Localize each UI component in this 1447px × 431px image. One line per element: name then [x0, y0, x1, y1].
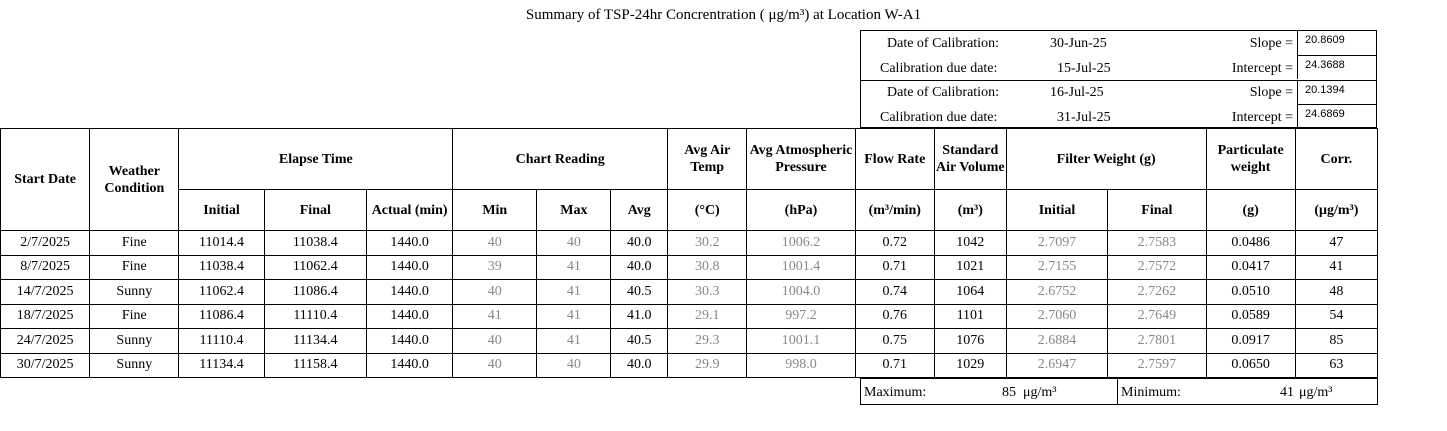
table-cell: 1042 — [934, 231, 1006, 256]
table-cell: 14/7/2025 — [1, 280, 90, 305]
table-cell: 41 — [537, 304, 611, 329]
table-cell: 40 — [453, 329, 537, 354]
table-cell: 1001.4 — [747, 255, 855, 280]
header-std-air-volume: Standard Air Volume — [934, 129, 1006, 190]
header-filter-weight: Filter Weight (g) — [1006, 129, 1206, 190]
table-cell: 2.7649 — [1108, 304, 1206, 329]
table-cell: 11062.4 — [264, 255, 366, 280]
intercept-value-2: 24.6869 — [1297, 104, 1377, 128]
table-cell: 40 — [537, 231, 611, 256]
table-cell: Sunny — [90, 353, 179, 378]
table-cell: 40 — [453, 353, 537, 378]
table-cell: 2.6752 — [1006, 280, 1107, 305]
table-cell: 2.7572 — [1108, 255, 1206, 280]
maximum-box — [860, 378, 1118, 405]
table-cell: 1006.2 — [747, 231, 855, 256]
header-particulate-unit: (g) — [1206, 190, 1295, 231]
header-pressure-unit: (hPa) — [747, 190, 855, 231]
calibration-due-1: 15-Jul-25 — [1057, 61, 1111, 76]
tsp-data-table — [0, 128, 1378, 378]
maximum-value: 85 — [1002, 385, 1016, 400]
table-cell: 1001.1 — [747, 329, 855, 354]
table-cell: 40.0 — [611, 255, 668, 280]
table-cell: 11014.4 — [179, 231, 264, 256]
table-cell: 0.76 — [855, 304, 934, 329]
table-cell: 1440.0 — [367, 280, 453, 305]
table-cell: 1029 — [934, 353, 1006, 378]
header-filter-final: Final — [1108, 190, 1206, 231]
header-corr: Corr. — [1295, 129, 1377, 190]
table-cell: 18/7/2025 — [1, 304, 90, 329]
intercept-value-1: 24.3688 — [1297, 55, 1377, 79]
table-cell: 11086.4 — [179, 304, 264, 329]
table-cell: 41 — [537, 280, 611, 305]
table-cell: Sunny — [90, 280, 179, 305]
header-chart-min: Min — [453, 190, 537, 231]
table-cell: 41 — [537, 329, 611, 354]
slope-value-2: 20.1394 — [1297, 80, 1377, 104]
page-title: Summary of TSP-24hr Concrentration ( μg/m³) at Location W-A1 — [525, 7, 922, 23]
table-cell: Sunny — [90, 329, 179, 354]
table-cell: 40.0 — [611, 353, 668, 378]
table-cell: 1101 — [934, 304, 1006, 329]
calibration-due-2: 31-Jul-25 — [1057, 110, 1111, 125]
header-start-date: Start Date — [1, 129, 90, 231]
table-cell: 11134.4 — [264, 329, 366, 354]
table-cell: 0.75 — [855, 329, 934, 354]
table-cell: 0.0589 — [1206, 304, 1295, 329]
minimum-label: Minimum: — [1121, 385, 1181, 400]
header-filter-initial: Initial — [1006, 190, 1107, 231]
table-cell: 0.0510 — [1206, 280, 1295, 305]
table-cell: 29.3 — [668, 329, 747, 354]
table-cell: 0.74 — [855, 280, 934, 305]
table-cell: 47 — [1295, 231, 1377, 256]
table-cell: 1021 — [934, 255, 1006, 280]
intercept-label-2: Intercept = — [1231, 110, 1293, 125]
table-cell: 1440.0 — [367, 255, 453, 280]
header-vol-unit: (m³) — [934, 190, 1006, 231]
table-cell: 2.7597 — [1108, 353, 1206, 378]
table-cell: 11158.4 — [264, 353, 366, 378]
table-cell: 39 — [453, 255, 537, 280]
table-cell: 85 — [1295, 329, 1377, 354]
table-cell: 0.71 — [855, 255, 934, 280]
table-row — [1, 255, 1378, 280]
table-body — [1, 231, 1378, 378]
header-elapse-final: Final — [264, 190, 366, 231]
table-cell: 0.0486 — [1206, 231, 1295, 256]
header-corr-unit: (μg/m³) — [1295, 190, 1377, 231]
slope-label-2: Slope = — [1249, 85, 1293, 100]
table-cell: 1440.0 — [367, 304, 453, 329]
table-cell: 40.0 — [611, 231, 668, 256]
header-weather: Weather Condition — [90, 129, 179, 231]
table-cell: 11134.4 — [179, 353, 264, 378]
header-particulate: Particulate weight — [1206, 129, 1295, 190]
table-cell: 11038.4 — [179, 255, 264, 280]
table-cell: 11038.4 — [264, 231, 366, 256]
table-cell: 41 — [453, 304, 537, 329]
maximum-label: Maximum: — [864, 385, 927, 400]
table-cell: 2.6884 — [1006, 329, 1107, 354]
table-cell: 2/7/2025 — [1, 231, 90, 256]
table-cell: Fine — [90, 255, 179, 280]
header-elapse-actual: Actual (min) — [367, 190, 453, 231]
table-cell: 30.8 — [668, 255, 747, 280]
calibration-date-2: 16-Jul-25 — [1050, 85, 1104, 100]
header-chart-reading: Chart Reading — [453, 129, 668, 190]
table-cell: 40 — [453, 280, 537, 305]
calibration-due-label-2: Calibration due date: — [880, 110, 998, 125]
table-cell: 1440.0 — [367, 231, 453, 256]
table-cell: 54 — [1295, 304, 1377, 329]
slope-value-1: 20.8609 — [1297, 31, 1377, 55]
table-row — [1, 304, 1378, 329]
minimum-unit: μg/m³ — [1299, 385, 1333, 400]
table-cell: 997.2 — [747, 304, 855, 329]
table-cell: 63 — [1295, 353, 1377, 378]
table-cell: 30/7/2025 — [1, 353, 90, 378]
table-cell: 2.6947 — [1006, 353, 1107, 378]
table-cell: 24/7/2025 — [1, 329, 90, 354]
table-cell: 2.7262 — [1108, 280, 1206, 305]
header-elapse-time: Elapse Time — [179, 129, 453, 190]
table-cell: 1064 — [934, 280, 1006, 305]
header-elapse-initial: Initial — [179, 190, 264, 231]
minimum-value: 41 — [1280, 385, 1294, 400]
slope-label-1: Slope = — [1249, 36, 1293, 51]
table-cell: 41 — [537, 255, 611, 280]
minimum-box — [1117, 378, 1378, 405]
table-cell: 0.72 — [855, 231, 934, 256]
table-cell: 41.0 — [611, 304, 668, 329]
table-row — [1, 231, 1378, 256]
header-temp-unit: (°C) — [668, 190, 747, 231]
table-cell: 2.7060 — [1006, 304, 1107, 329]
table-cell: 998.0 — [747, 353, 855, 378]
table-cell: 40.5 — [611, 280, 668, 305]
calibration-date-1: 30-Jun-25 — [1050, 36, 1107, 51]
intercept-label-1: Intercept = — [1231, 61, 1293, 76]
table-cell: 40 — [537, 353, 611, 378]
table-row — [1, 280, 1378, 305]
table-cell: 30.3 — [668, 280, 747, 305]
table-cell: 11110.4 — [179, 329, 264, 354]
table-cell: 30.2 — [668, 231, 747, 256]
header-flow-unit: (m³/min) — [855, 190, 934, 231]
header-air-temp: Avg Air Temp — [668, 129, 747, 190]
table-cell: 40.5 — [611, 329, 668, 354]
table-cell: 11110.4 — [264, 304, 366, 329]
table-cell: 2.7155 — [1006, 255, 1107, 280]
table-cell: 11086.4 — [264, 280, 366, 305]
table-row — [1, 353, 1378, 378]
table-cell: 2.7583 — [1108, 231, 1206, 256]
table-cell: 1440.0 — [367, 353, 453, 378]
maximum-unit: μg/m³ — [1023, 385, 1057, 400]
calibration-date-label-2: Date of Calibration: — [887, 85, 999, 100]
table-cell: Fine — [90, 304, 179, 329]
table-cell: 29.1 — [668, 304, 747, 329]
table-cell: 11062.4 — [179, 280, 264, 305]
table-cell: 1004.0 — [747, 280, 855, 305]
calibration-due-label-1: Calibration due date: — [880, 61, 998, 76]
table-cell: 2.7801 — [1108, 329, 1206, 354]
table-cell: 0.0917 — [1206, 329, 1295, 354]
calibration-date-label-1: Date of Calibration: — [887, 36, 999, 51]
table-cell: 40 — [453, 231, 537, 256]
table-cell: 1076 — [934, 329, 1006, 354]
table-cell: 0.0650 — [1206, 353, 1295, 378]
table-cell: 8/7/2025 — [1, 255, 90, 280]
table-row — [1, 329, 1378, 354]
table-cell: Fine — [90, 231, 179, 256]
table-cell: 0.71 — [855, 353, 934, 378]
header-chart-avg: Avg — [611, 190, 668, 231]
table-cell: 0.0417 — [1206, 255, 1295, 280]
table-cell: 29.9 — [668, 353, 747, 378]
header-pressure: Avg Atmospheric Pressure — [747, 129, 855, 190]
table-cell: 48 — [1295, 280, 1377, 305]
table-cell: 1440.0 — [367, 329, 453, 354]
header-chart-max: Max — [537, 190, 611, 231]
calibration-panel — [860, 30, 1377, 128]
table-cell: 41 — [1295, 255, 1377, 280]
header-flow-rate: Flow Rate — [855, 129, 934, 190]
table-cell: 2.7097 — [1006, 231, 1107, 256]
